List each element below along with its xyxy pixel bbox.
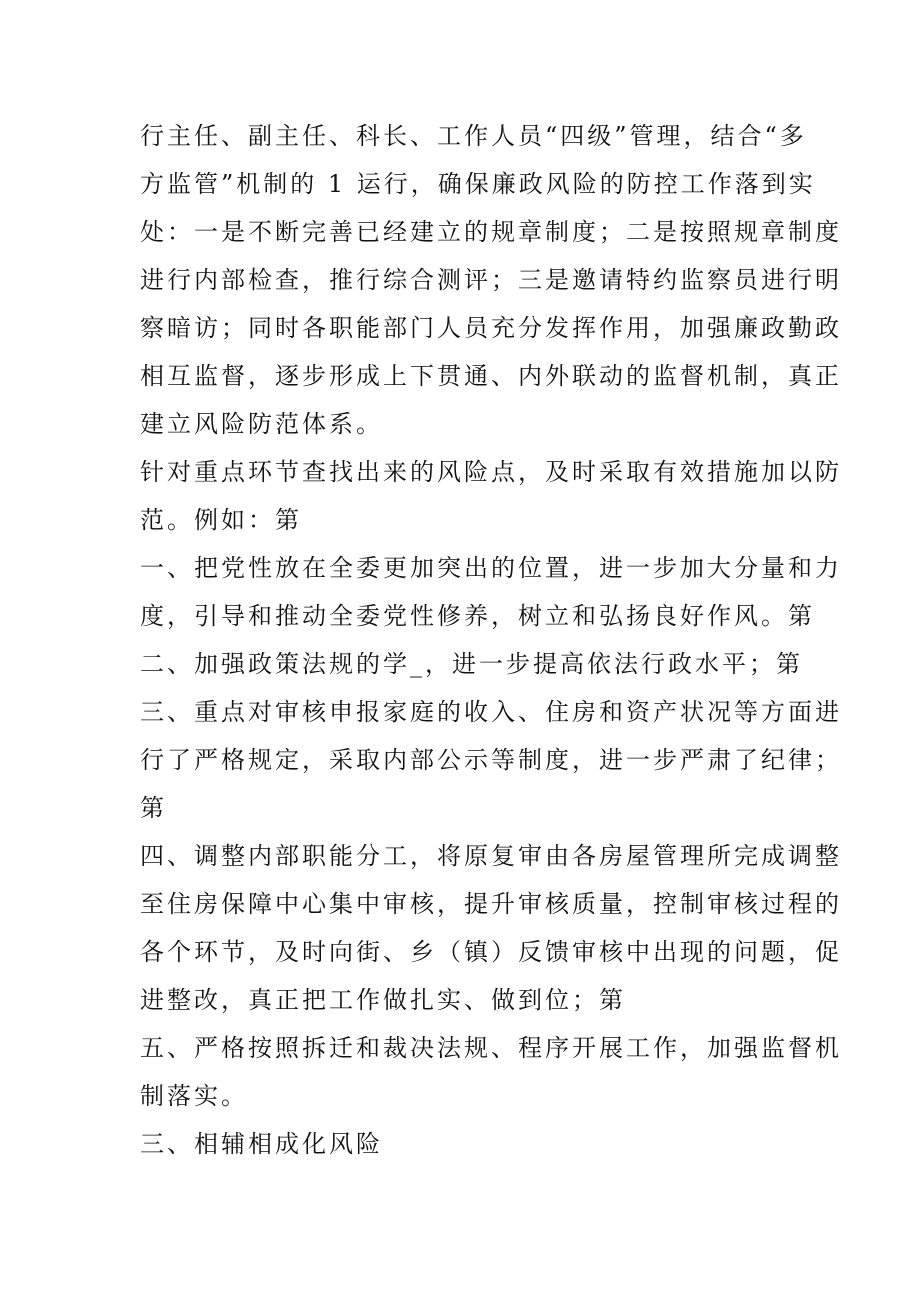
document-body xyxy=(140,112,842,1168)
text-line: 行了严格规定，采取内部公示等制度，进一步严肃了纪律； xyxy=(140,746,842,774)
text-line: 范。例如：第 xyxy=(140,506,302,534)
text-line: 各个环节，及时向街、乡（镇）反馈审核中出现的问题，促 xyxy=(140,938,842,966)
text-line: 一、把党性放在全委更加突出的位置，进一步加大分量和力 xyxy=(140,554,842,582)
text-line: 四、调整内部职能分工，将原复审由各房屋管理所完成调整 xyxy=(140,842,842,870)
text-line: 进整改，真正把工作做扎实、做到位；第 xyxy=(140,986,626,1014)
text-line: 进行内部检查，推行综合测评；三是邀请特约监察员进行明 xyxy=(140,266,842,294)
text-line: 处：一是不断完善已经建立的规章制度；二是按照规章制度 xyxy=(140,218,842,246)
text-line: 针对重点环节查找出来的风险点，及时采取有效措施加以防 xyxy=(140,458,842,486)
text-line: 制落实。 xyxy=(140,1082,248,1110)
text-line: 三、重点对审核申报家庭的收入、住房和资产状况等方面进 xyxy=(140,698,842,726)
text-line: 二、加强政策法规的学_，进一步提高依法行政水平；第 xyxy=(140,650,803,678)
text-line: 方监管”机制的 1 运行，确保廉政风险的防控工作落到实 xyxy=(140,170,816,198)
text-line: 至住房保障中心集中审核，提升审核质量，控制审核过程的 xyxy=(140,890,842,918)
text-line: 第 xyxy=(140,794,167,822)
text-line: 察暗访；同时各职能部门人员充分发挥作用，加强廉政勤政 xyxy=(140,314,842,342)
text-line: 相互监督，逐步形成上下贯通、内外联动的监督机制，真正 xyxy=(140,362,842,390)
text-line: 建立风险防范体系。 xyxy=(140,410,383,438)
text-line: 度，引导和推动全委党性修养，树立和弘扬良好作风。第 xyxy=(140,602,815,630)
text-line: 五、严格按照拆迁和裁决法规、程序开展工作，加强监督机 xyxy=(140,1034,842,1062)
section-heading: 三、相辅相成化风险 xyxy=(140,1130,383,1158)
text-line: 行主任、副主任、科长、工作人员“四级”管理，结合“多 xyxy=(140,122,807,150)
